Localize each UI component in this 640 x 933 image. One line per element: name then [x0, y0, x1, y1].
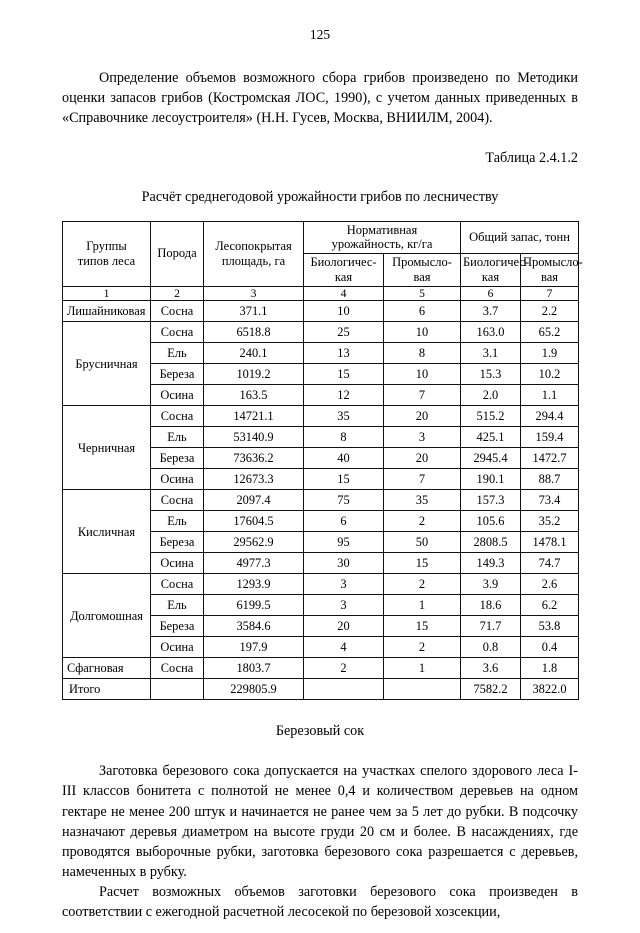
cell-biological-stock: 0.8 — [461, 637, 521, 658]
cell-area: 2097.4 — [204, 490, 304, 511]
table-row — [63, 658, 579, 679]
column-number-cell: 1 — [63, 286, 151, 301]
cell-biological-stock: 190.1 — [461, 469, 521, 490]
cell-area: 29562.9 — [204, 532, 304, 553]
header-biological-stock: Биологичес- кая — [461, 254, 521, 287]
cell-commercial-yield: 2 — [384, 574, 461, 595]
cell-forest-type-group: Брусничная — [63, 322, 151, 406]
cell-area: 73636.2 — [204, 448, 304, 469]
cell-area: 163.5 — [204, 385, 304, 406]
cell-commercial-yield: 2 — [384, 637, 461, 658]
cell-species: Сосна — [151, 658, 204, 679]
cell-forest-type-group: Долгомошная — [63, 574, 151, 658]
cell-biological-yield: 15 — [304, 469, 384, 490]
cell-species: Сосна — [151, 301, 204, 322]
cell-biological-yield: 35 — [304, 406, 384, 427]
cell-species: Осина — [151, 553, 204, 574]
cell-species: Сосна — [151, 490, 204, 511]
cell-area: 371.1 — [204, 301, 304, 322]
cell-species: Ель — [151, 595, 204, 616]
cell-species: Береза — [151, 448, 204, 469]
cell-commercial-stock: 6.2 — [521, 595, 579, 616]
cell-commercial-stock: 2.6 — [521, 574, 579, 595]
table-row — [63, 406, 579, 427]
cell-area: 53140.9 — [204, 427, 304, 448]
cell-area: 14721.1 — [204, 406, 304, 427]
column-number-cell: 4 — [304, 286, 384, 301]
cell-commercial-stock: 1478.1 — [521, 532, 579, 553]
mushroom-yield-table — [62, 221, 583, 701]
cell-total-label: Итого — [63, 679, 151, 700]
column-number-cell: 6 — [461, 286, 521, 301]
cell-commercial-stock: 74.7 — [521, 553, 579, 574]
cell-commercial-yield: 2 — [384, 511, 461, 532]
document-page — [0, 28, 640, 933]
cell-area: 12673.3 — [204, 469, 304, 490]
header-normative-yield-text: Нормативная урожайность, кг/га — [331, 222, 433, 252]
cell-biological-stock: 3.9 — [461, 574, 521, 595]
cell-commercial-yield: 15 — [384, 553, 461, 574]
column-number-cell: 2 — [151, 286, 204, 301]
cell-commercial-yield: 1 — [384, 595, 461, 616]
cell-total-commercial-stock: 3822.0 — [521, 679, 579, 700]
cell-biological-stock: 2808.5 — [461, 532, 521, 553]
cell-biological-yield: 2 — [304, 658, 384, 679]
page-number: 125 — [309, 27, 331, 42]
cell-biological-yield: 12 — [304, 385, 384, 406]
cell-species: Осина — [151, 637, 204, 658]
cell-commercial-yield: 20 — [384, 448, 461, 469]
cell-commercial-yield: 20 — [384, 406, 461, 427]
cell-biological-yield: 15 — [304, 364, 384, 385]
cell-commercial-yield: 7 — [384, 385, 461, 406]
table-head — [63, 221, 583, 301]
cell-biological-stock: 3.1 — [461, 343, 521, 364]
column-number-cell: 5 — [384, 286, 461, 301]
cell-forest-type-group: Кисличная — [63, 490, 151, 574]
header-commercial-stock: Промысло- вая — [521, 254, 579, 287]
cell-biological-yield: 10 — [304, 301, 384, 322]
cell-biological-yield: 25 — [304, 322, 384, 343]
cell-commercial-stock: 1.9 — [521, 343, 579, 364]
birch-sap-section — [62, 761, 578, 922]
header-species — [151, 221, 204, 286]
cell-species: Осина — [151, 385, 204, 406]
cell-commercial-stock: 73.4 — [521, 490, 579, 511]
header-total-stock-text: Общий запас, тонн — [469, 230, 570, 245]
cell-total-area: 229805.9 — [204, 679, 304, 700]
header-area — [204, 221, 304, 286]
header-area-text: Лесопокрытая площадь, га — [215, 238, 292, 268]
cell-biological-yield: 75 — [304, 490, 384, 511]
cell-commercial-yield: 6 — [384, 301, 461, 322]
cell-biological-yield: 4 — [304, 637, 384, 658]
cell-species: Ель — [151, 427, 204, 448]
table-row — [63, 490, 579, 511]
table-total-row — [63, 679, 579, 700]
cell-biological-stock: 515.2 — [461, 406, 521, 427]
intro-paragraph: Определение объемов возможного сбора грибов произведено по Методики оценки запасов грибов (Костромская ЛОС, 1990), с учетом данных приведенных в «Справочнике лесоустроителя» (Н.Н. Гусев, Москва, ВНИИЛМ, 2004). — [62, 69, 578, 126]
cell-species: Береза — [151, 364, 204, 385]
cell-biological-stock: 425.1 — [461, 427, 521, 448]
cell-biological-stock: 3.6 — [461, 658, 521, 679]
cell-area: 1803.7 — [204, 658, 304, 679]
cell-total-commercial-yield — [384, 679, 461, 700]
cell-biological-yield: 8 — [304, 427, 384, 448]
cell-species: Сосна — [151, 574, 204, 595]
column-number-cell: 7 — [521, 286, 579, 301]
cell-commercial-yield: 8 — [384, 343, 461, 364]
cell-species: Осина — [151, 469, 204, 490]
table-row — [63, 322, 579, 343]
cell-commercial-stock: 1.8 — [521, 658, 579, 679]
cell-area: 6199.5 — [204, 595, 304, 616]
cell-commercial-stock: 2.2 — [521, 301, 579, 322]
cell-commercial-stock: 1.1 — [521, 385, 579, 406]
cell-commercial-stock: 159.4 — [521, 427, 579, 448]
cell-commercial-stock: 294.4 — [521, 406, 579, 427]
cell-biological-yield: 13 — [304, 343, 384, 364]
table-row — [63, 574, 579, 595]
cell-biological-yield: 30 — [304, 553, 384, 574]
cell-commercial-stock: 10.2 — [521, 364, 579, 385]
cell-species: Сосна — [151, 406, 204, 427]
cell-total-biological-yield — [304, 679, 384, 700]
cell-species: Береза — [151, 616, 204, 637]
cell-commercial-stock: 65.2 — [521, 322, 579, 343]
cell-forest-type-group: Сфагновая — [63, 658, 151, 679]
cell-forest-type-group: Лишайниковая — [63, 301, 151, 322]
cell-area: 197.9 — [204, 637, 304, 658]
cell-commercial-yield: 10 — [384, 322, 461, 343]
cell-area: 4977.3 — [204, 553, 304, 574]
cell-commercial-stock: 0.4 — [521, 637, 579, 658]
cell-commercial-yield: 15 — [384, 616, 461, 637]
cell-biological-stock: 3.7 — [461, 301, 521, 322]
cell-area: 240.1 — [204, 343, 304, 364]
cell-biological-stock: 2945.4 — [461, 448, 521, 469]
cell-biological-stock: 71.7 — [461, 616, 521, 637]
birch-sap-heading: Березовый сок — [275, 723, 365, 740]
cell-species: Ель — [151, 343, 204, 364]
birch-sap-paragraph-1: Заготовка березового сока допускается на участках спелого здорового леса I-III классов бонитета с полнотой не менее 0,4 и количеством деревьев на одном гектаре не менее 200 штук и начинается не ранее чем за 5 лет до рубки. В подсочку назначают деревья диаметром на высоте груди 20 см и более. В насаждениях, где проводятся выборочные рубки, заготовка березового сока разрешается с деревьев, намеченных в рубку. — [62, 763, 578, 881]
header-group-types — [63, 221, 151, 286]
cell-species: Ель — [151, 511, 204, 532]
header-biological-yield: Биологичес- кая — [304, 254, 384, 287]
cell-biological-stock: 105.6 — [461, 511, 521, 532]
cell-species: Сосна — [151, 322, 204, 343]
cell-area: 1019.2 — [204, 364, 304, 385]
cell-commercial-stock: 88.7 — [521, 469, 579, 490]
page-content — [0, 68, 640, 923]
cell-biological-stock: 157.3 — [461, 490, 521, 511]
cell-forest-type-group: Черничная — [63, 406, 151, 490]
header-group-types-text: Группы типов леса — [77, 238, 136, 268]
cell-biological-stock: 2.0 — [461, 385, 521, 406]
cell-biological-stock: 18.6 — [461, 595, 521, 616]
table-body — [63, 301, 579, 700]
table-title: Расчёт среднегодовой урожайности грибов по лесничеству — [141, 188, 499, 205]
cell-biological-yield: 40 — [304, 448, 384, 469]
cell-commercial-yield: 35 — [384, 490, 461, 511]
header-total-stock — [461, 221, 579, 254]
column-number-cell: 3 — [204, 286, 304, 301]
header-commercial-yield: Промысло- вая — [384, 254, 461, 287]
cell-commercial-yield: 3 — [384, 427, 461, 448]
cell-area: 1293.9 — [204, 574, 304, 595]
header-normative-yield — [304, 221, 461, 254]
cell-commercial-yield: 10 — [384, 364, 461, 385]
cell-biological-yield: 3 — [304, 595, 384, 616]
cell-species: Береза — [151, 532, 204, 553]
cell-commercial-yield: 50 — [384, 532, 461, 553]
cell-total-biological-stock: 7582.2 — [461, 679, 521, 700]
cell-area: 3584.6 — [204, 616, 304, 637]
cell-biological-yield: 20 — [304, 616, 384, 637]
cell-area: 17604.5 — [204, 511, 304, 532]
cell-commercial-stock: 35.2 — [521, 511, 579, 532]
table-row — [63, 301, 579, 322]
column-number-row — [63, 286, 579, 301]
cell-commercial-stock: 53.8 — [521, 616, 579, 637]
header-row-top — [63, 221, 579, 254]
cell-biological-yield: 3 — [304, 574, 384, 595]
cell-total-species — [151, 679, 204, 700]
cell-commercial-yield: 7 — [384, 469, 461, 490]
cell-commercial-stock: 1472.7 — [521, 448, 579, 469]
birch-sap-paragraph-2: Расчет возможных объемов заготовки березового сока произведен в соответствии с ежегодной расчетной лесосекой по березовой хозсекции, — [62, 884, 578, 921]
cell-commercial-yield: 1 — [384, 658, 461, 679]
cell-biological-yield: 95 — [304, 532, 384, 553]
cell-biological-stock: 163.0 — [461, 322, 521, 343]
intro-section — [62, 68, 578, 128]
cell-area: 6518.8 — [204, 322, 304, 343]
cell-biological-stock: 15.3 — [461, 364, 521, 385]
header-species-text: Порода — [157, 246, 197, 261]
cell-biological-stock: 149.3 — [461, 553, 521, 574]
table-label: Таблица 2.4.1.2 — [485, 149, 578, 166]
cell-biological-yield: 6 — [304, 511, 384, 532]
